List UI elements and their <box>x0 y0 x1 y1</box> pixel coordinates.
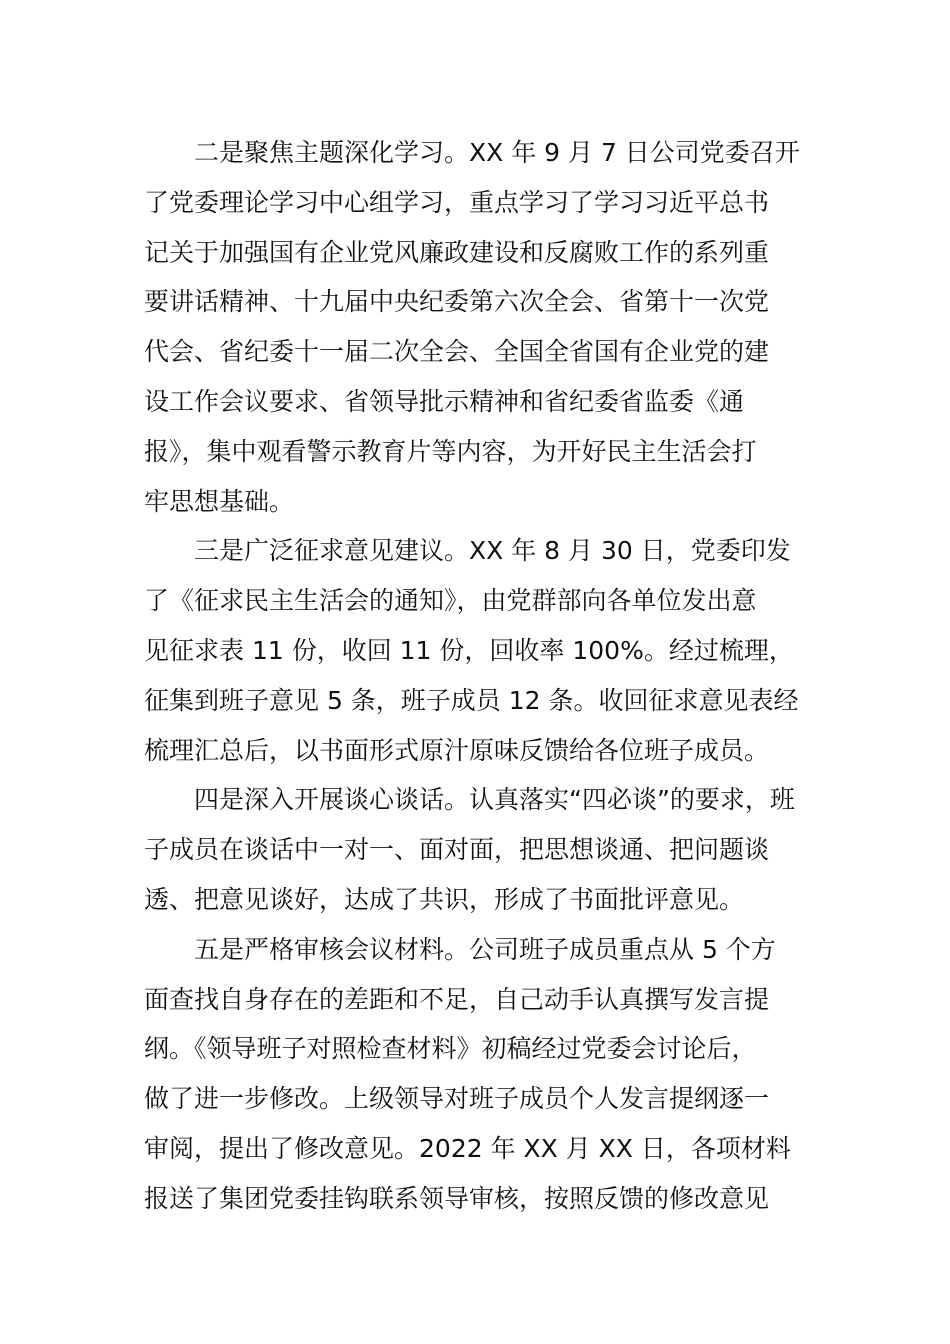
text-line: 二是聚焦主题深化学习。XX 年 9 月 7 日公司党委召开 <box>194 138 800 167</box>
text-line: 子成员在谈话中一对一、面对面，把思想谈通、把问题谈 <box>144 835 770 865</box>
text-line: 记关于加强国有企业党风廉政建设和反腐败工作的系列重 <box>144 237 770 267</box>
text-line: 透、把意见谈好，达成了共识，形成了书面批评意见。 <box>144 884 745 914</box>
text-line: 报》，集中观看警示教育片等内容，为开好民主生活会打 <box>144 436 757 466</box>
paragraph-study <box>144 128 808 526</box>
paragraph-materials <box>144 925 808 1224</box>
text-line: 报送了集团党委挂钩联系领导审核，按照反馈的修改意见 <box>144 1183 770 1213</box>
text-line: 梳理汇总后，以书面形式原汁原味反馈给各位班子成员。 <box>144 735 770 765</box>
paragraph-talks <box>144 775 808 924</box>
text-line: 五是严格审核会议材料。公司班子成员重点从 5 个方 <box>194 934 776 964</box>
text-line: 征集到班子意见 5 条，班子成员 12 条。收回征求意见表经 <box>144 685 799 715</box>
text-line: 设工作会议要求、省领导批示精神和省纪委省监委《通 <box>144 386 745 416</box>
text-line: 见征求表 11 份，收回 11 份，回收率 100%。经过梳理， <box>144 635 794 665</box>
text-line: 审阅，提出了修改意见。2022 年 XX 月 XX 日，各项材料 <box>144 1133 791 1163</box>
text-line: 了党委理论学习中心组学习，重点学习了学习习近平总书 <box>144 187 770 217</box>
text-line: 做了进一步修改。上级领导对班子成员个人发言提纲逐一 <box>144 1084 770 1114</box>
text-line: 纲。《领导班子对照检查材料》初稿经过党委会讨论后， <box>144 1034 757 1064</box>
text-line: 要讲话精神、十九届中央纪委第六次全会、省第十一次党 <box>144 287 770 317</box>
text-line: 四是深入开展谈心谈话。认真落实“四必谈”的要求，班 <box>194 785 795 815</box>
paragraph-opinions <box>144 526 808 775</box>
text-line: 牢思想基础。 <box>144 486 295 516</box>
document-body <box>144 128 808 1224</box>
text-line: 代会、省纪委十一届二次全会、全国全省国有企业党的建 <box>144 337 770 367</box>
text-line: 面查找自身存在的差距和不足，自己动手认真撰写发言提 <box>144 984 770 1014</box>
text-line: 三是广泛征求意见建议。XX 年 8 月 30 日，党委印发 <box>194 536 791 566</box>
text-line: 了《征求民主生活会的通知》，由党群部向各单位发出意 <box>144 586 757 616</box>
